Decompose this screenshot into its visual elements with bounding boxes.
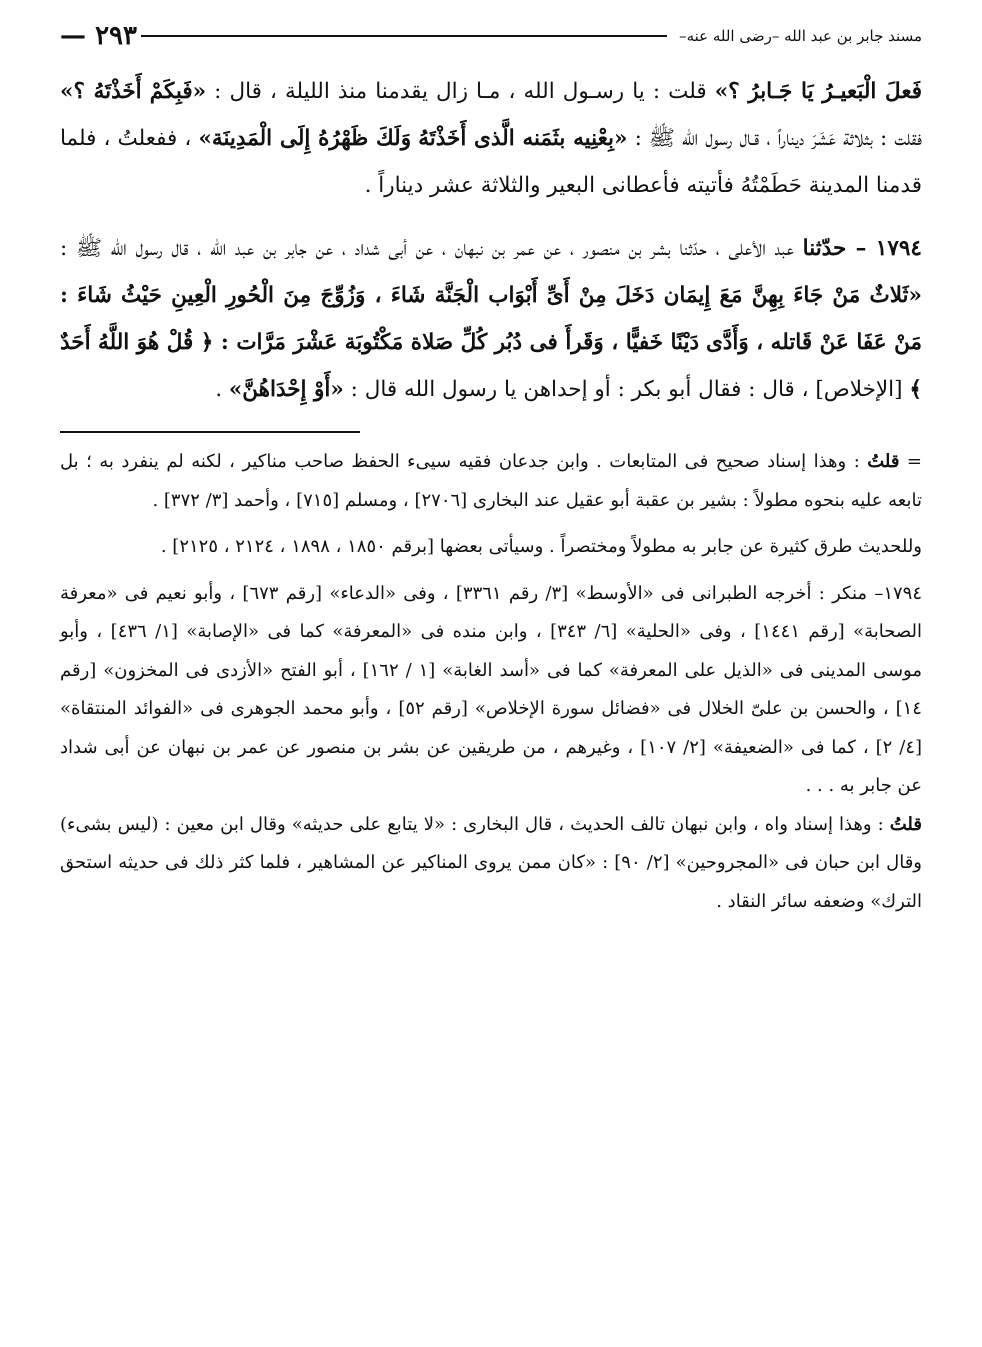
- continuation-mark: =: [899, 451, 922, 472]
- footnote-2: [60, 528, 922, 567]
- note-text: وللحديث طرق كثيرة عن جابر به مطولاً ومختصراً . وسيأتى بعضها [برقم ١٨٥٠ ، ١٨٩٨ ، ٢١٢٤ ، ٢١٢٥] .: [160, 536, 922, 557]
- hadith-number: ١٧٩٤ –: [846, 236, 922, 261]
- hadith-text: مِنْ أَىِّ أَبْوَاب الْجَنَّة شَاءَ ، وَزُوِّجَ مِنَ الْحُورِ الْعِينِ حَيْثُ شَاءَ : مَنْ عَفَا عَنْ قَاتله ، وَأَدَّى: [60, 283, 922, 355]
- hadith-text: «ثَلاثٌ مَنْ جَاءَ بِهِنَّ مَعَ إِيمَان دَخَلَ: [615, 283, 922, 308]
- hadith-text: وَلَكَ ظَهْرُهُ إِلَى الْمَدِينَة»: [198, 126, 412, 151]
- page-number: ٢٩٣ —: [60, 21, 137, 51]
- narration-text: فقلت : بثلاثة عَشَرَ ديناراً ، قـال رسول الله ﷺ :: [627, 126, 922, 151]
- paragraph-2: [60, 225, 922, 413]
- footnote-4: [60, 806, 922, 922]
- narration-text: عبد الأعلى ، حدّثنا بشر بن منصور ، عن عمر بن نبهان ، عن أبى: [388, 236, 803, 261]
- hadith-text: أَخَذْتَهُ ؟»: [60, 79, 142, 104]
- hadith-text: «بِعْنِيه بثَمَنه الَّذى أَخَذْتَهُ: [418, 126, 628, 151]
- main-text: [60, 68, 922, 413]
- hadith-text: فَعلَ الْبَعيـرُ يَا جَـابرُ ؟»: [714, 79, 922, 104]
- note-text: : وهذا إسناد صحيح فى المتابعات . وابن جدعان فقيه سيىء الحفظ صاحب مناكير ، لكنه لم ينفرد به ؛ بل تابعه عليه بنحوه مطولاً : بشير بن عقبة أبو عقيل عند البخارى [٢٧٠٦] ، ومسلم [٧١٥] ، وأحمد [٣/ ٣٧٢] .: [60, 451, 922, 511]
- footnote-divider-wrap: [60, 413, 922, 443]
- narration-text: قلت : يا رسـول الله ، مـا زال يقدمنا منذ الليلة ، قال :: [206, 79, 715, 104]
- paragraph-1: [60, 68, 922, 209]
- footnote-3: [60, 575, 922, 806]
- narration-text: عشر ديناراً .: [364, 173, 474, 198]
- narration-text: ، ففعلتُ ، فلما قدمنا المدينة حَطَمْتُهُ فأتيته فأعطانى البعير والثلاثة: [60, 126, 922, 198]
- isnad-start: حدّثنا: [802, 236, 847, 261]
- book-page: [60, 18, 922, 1328]
- hadith-text: دَيْنًا خَفيًّا ، وَقَرأَ فى دُبُر كُلِّ صَلاة مَكْتُوبَة عَشْرَ مَرَّات : ﴿ قُلْ هُوَ اللَّهُ أَحَدٌ ﴾: [60, 330, 922, 402]
- hadith-text: «فَبِكَمْ: [149, 79, 207, 104]
- note-text: ١٧٩٤– منكر : أخرجه الطبرانى فى «الأوسط» [٣/ رقم ٣٣٦١] ، وفى «الدعاء» [رقم ٦٧٣] ، وأبو نعيم فى «معرفة الصحابة» [رقم ١٤٤١] ، وفى «الحلية» [٦/ ٣٤٣] ، وابن منده فى «المعرفة» كما فى «الإصابة» [١/ ٤٣٦] ، وأبو موسى المدينى فى «الذيل على المعرفة» كما فى «أسد الغابة» [١ / ١٦٢] ، أبو الفتح «الأزدى فى المخزون» [رقم ١٤] ، والحسن بن علىّ الخلال فى «فضائل سورة الإخلاص» [رقم ٥٢] ، وأبو محمد الجوهرى فى «الفوائد المنتقاة» [٤/ ٢] ، كما فى «الضعيفة» [٢/ ١٠٧] ، وغيرهم ، من طريقين عن بشر بن منصور عن عمر بن نبهان عن أبى شداد عن جابر به . . .: [60, 582, 923, 796]
- narration-text: شداد ، عن جابر بن عبد الله ، قال رسول الله ﷺ :: [60, 236, 380, 261]
- narration-text: .: [215, 377, 229, 402]
- note-text: : وهذا إسناد واه ، وابن نبهان تالف الحديث ، قال البخارى : «لا يتابع على حديثه» وقال ابن معين : (ليس بشىء) وقال ابن حبان فى «المجروحين» [٢/ ٩٠] : «كان ممن يروى المناكير عن المشاهير ، فلما كثر ذلك فى حديثه استحق الترك» وضعفه سائر النقاد .: [60, 813, 922, 912]
- narration-text: [الإخلاص] ، قال : فقال أبو بكر : أو إحداهن يا رسول الله قال :: [343, 377, 903, 402]
- page-header: [60, 18, 922, 54]
- note-label: قلتُ: [867, 451, 900, 472]
- hadith-text: «أَوْ إِحْدَاهُنَّ»: [228, 377, 344, 402]
- footnotes: [60, 443, 922, 921]
- note-label: قلتُ: [889, 813, 922, 835]
- footnote-divider: [60, 431, 360, 433]
- running-title: مسند جابر بن عبد الله –رضى الله عنه–: [679, 27, 922, 45]
- footnote-1: [60, 443, 922, 520]
- header-rule: [141, 35, 667, 37]
